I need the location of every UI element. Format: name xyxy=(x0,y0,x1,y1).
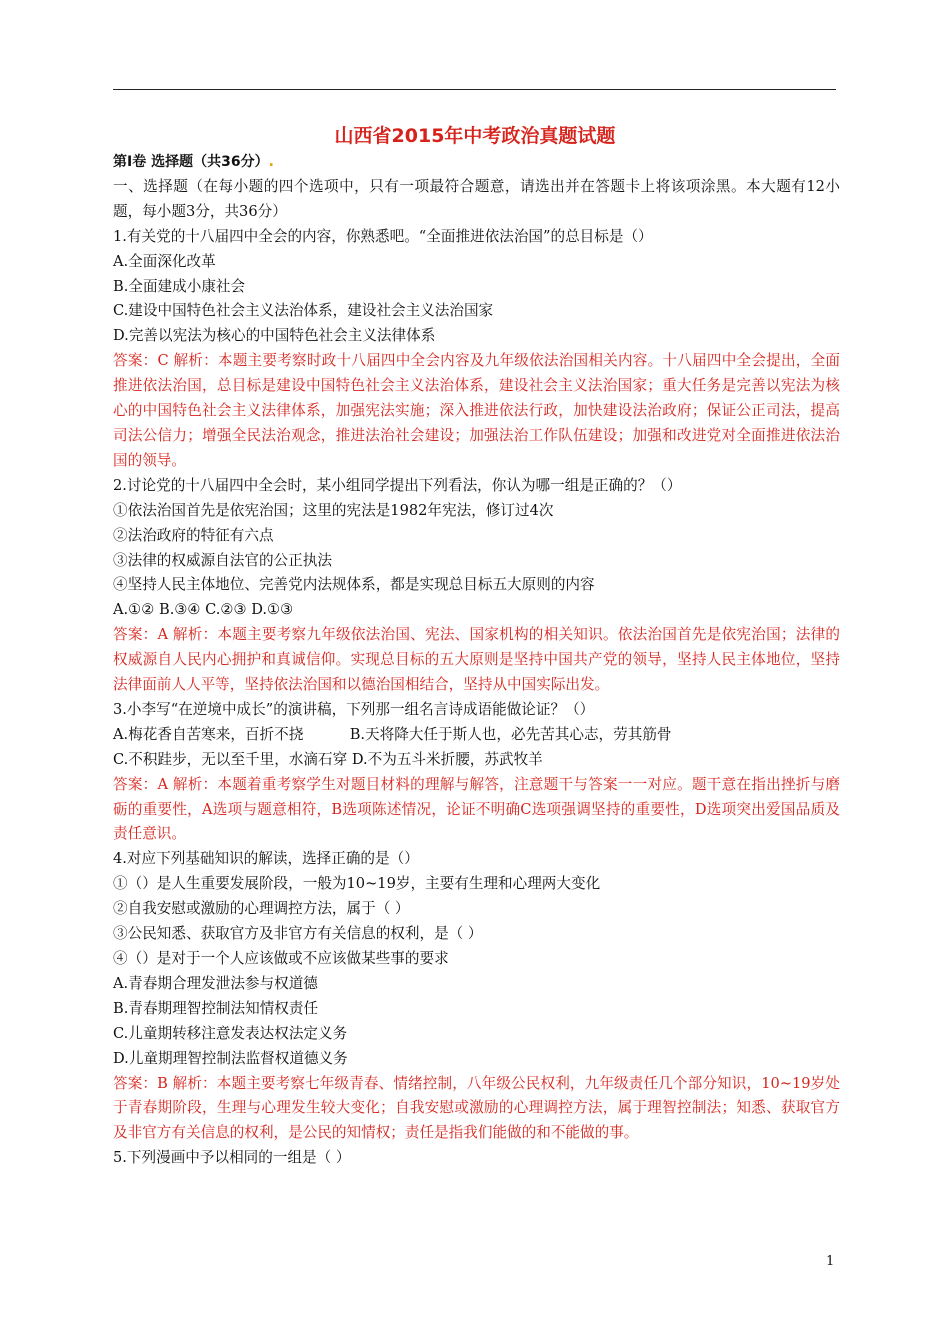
question-4-option-a: A.青春期合理发泄法参与权道德 xyxy=(113,974,318,992)
document-body xyxy=(113,150,840,1171)
section-dot: . xyxy=(268,154,274,170)
question-5-stem: 5.下列漫画中予以相同的一组是（ ） xyxy=(113,1149,351,1167)
question-1-option-c: C.建设中国特色社会主义法治体系，建设社会主义法治国家 xyxy=(113,302,494,320)
question-3-stem: 3.小李写“在逆境中成长”的演讲稿，下列那一组名言诗成语能做论证？（） xyxy=(113,700,595,718)
question-1-answer: 答案：C 解析：本题主要考察时政十八届四中全会内容及九年级依法治国相关内容。十八届四中全会提出，全面推进依法治国，总目标是建设中国特色社会主义法治体系，建设社会主义法治国家；重大任务是完善以宪法为核心的中国特色社会主义法律体系，加强宪法实施；深入推进依法行政，加快建设法治政府；保证公正司法，提高司法公信力；增强全民法治观念，推进法治社会建设；加强法治工作队伍建设；加强和改进党对全面推进依法治国的领导。 xyxy=(113,352,840,469)
question-4-option-c: C.儿童期转移注意发表达权法定义务 xyxy=(113,1024,348,1042)
question-3-answer: 答案：A 解析：本题着重考察学生对题目材料的理解与解答，注意题干与答案一一对应。题干意在指出挫折与磨砺的重要性，A选项与题意相符，B选项陈述情况，论证不明确C选项强调坚持的重要性，D选项突出爱国品质及责任意识。 xyxy=(113,775,840,843)
instruction: 一、选择题（在每小题的四个选项中，只有一项最符合题意，请选出并在答题卡上将该项涂黑。本大题有12小题，每小题3分，共36分） xyxy=(113,177,840,220)
question-4-item-3: ③公民知悉、获取官方及非官方有关信息的权利，是（ ） xyxy=(113,925,483,943)
question-2-item-3: ③法律的权威源自法官的公正执法 xyxy=(113,551,332,569)
question-1-option-a: A.全面深化改革 xyxy=(113,252,216,270)
question-2-item-2: ②法治政府的特征有六点 xyxy=(113,526,274,544)
question-2-item-1: ①依法治国首先是依宪治国；这里的宪法是1982年宪法，修订过4次 xyxy=(113,501,554,519)
question-4-option-d: D.儿童期理智控制法监督权道德义务 xyxy=(113,1049,348,1067)
question-1-option-d: D.完善以宪法为核心的中国特色社会主义法律体系 xyxy=(113,327,436,345)
question-2-stem: 2.讨论党的十八届四中全会时，某小组同学提出下列看法，你认为哪一组是正确的？（） xyxy=(113,476,682,494)
section-header-text: 第Ⅰ卷 选择题（共36分） xyxy=(113,154,269,170)
page-title: 山西省2015年中考政治真题试题 xyxy=(334,125,616,147)
question-2-answer: 答案：A 解析：本题主要考察九年级依法治国、宪法、国家机构的相关知识。依法治国首先是依宪治国；法律的权威源自人民内心拥护和真诚信仰。实现总目标的五大原则是坚持中国共产党的领导，坚持人民主体地位，坚持法律面前人人平等，坚持依法治国和以德治国相结合，坚持从中国实际出发。 xyxy=(113,626,840,694)
header-rule xyxy=(113,89,836,90)
question-4-answer: 答案：B 解析：本题主要考察七年级青春、情绪控制，八年级公民权利，九年级责任几个部分知识，10~19岁处于青春期阶段，生理与心理发生较大变化；自我安慰或激励的心理调控方法，属于理智控制法；知悉、获取官方及非官方有关信息的权利，是公民的知情权；责任是指我们能做的和不能做的事。 xyxy=(113,1074,840,1142)
question-2-item-4: ④坚持人民主体地位、完善党内法规体系，都是实现总目标五大原则的内容 xyxy=(113,576,595,594)
question-4-stem: 4.对应下列基础知识的解读，选择正确的是（） xyxy=(113,850,419,868)
question-3-options-cd: C.不积跬步，无以至千里，水滴石穿 D.不为五斗米折腰，苏武牧羊 xyxy=(113,750,543,768)
question-4-item-2: ②自我安慰或激励的心理调控方法，属于（ ） xyxy=(113,900,410,918)
question-4-item-4: ④（）是对于一个人应该做或不应该做某些事的要求 xyxy=(113,950,449,967)
question-4-item-1: ①（）是人生重要发展阶段，一般为10~19岁，主要有生理和心理两大变化 xyxy=(113,875,601,893)
question-1-stem: 1.有关党的十八届四中全会的内容，你熟悉吧。“全面推进依法治国”的总目标是（） xyxy=(113,227,653,245)
section-header xyxy=(113,150,840,175)
page-number: 1 xyxy=(826,1254,835,1269)
question-4-option-b: B.青春期理智控制法知情权责任 xyxy=(113,999,319,1017)
question-3-options-ab: A.梅花香自苦寒来，百折不挠 B.天将降大任于斯人也，必先苦其心志，劳其筋骨 xyxy=(113,725,672,743)
question-1-option-b: B.全面建成小康社会 xyxy=(113,277,246,295)
question-2-options: A.①② B.③④ C.②③ D.①③ xyxy=(113,601,294,619)
